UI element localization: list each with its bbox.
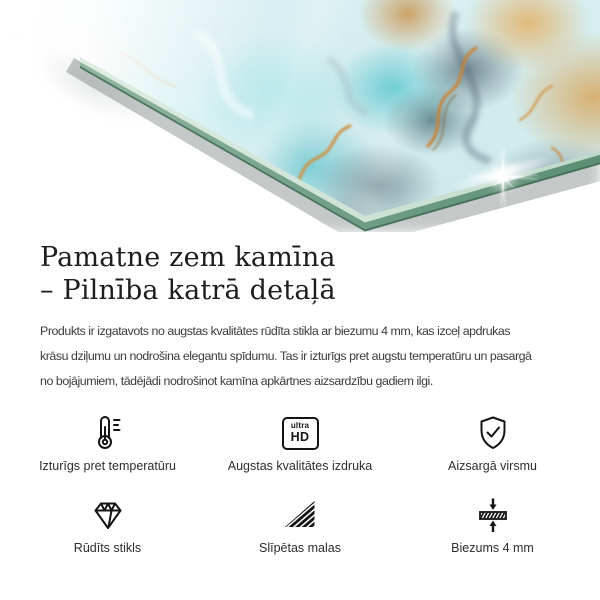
page-title-line-2: – Pilnība katrā detaļā: [40, 275, 336, 306]
feature-label: Izturīgs pret temperatūru: [39, 459, 176, 473]
feature-surface-protection: [400, 411, 585, 473]
feature-label: Rūdīts stikls: [73, 541, 142, 555]
feature-temperature-resistant: [15, 411, 200, 473]
feature-label: Aizsargā virsmu: [448, 459, 537, 473]
description-line: Produkts ir izgatavots no augstas kvalitātes rūdīta stikla ar biezumu 4 mm, kas izceļ apdrukas: [40, 324, 511, 338]
description-line: no bojājumiem, tādējādi nodrošinot kamīna apkārtnes aizsardzību gadiem ilgi.: [40, 374, 433, 388]
shield-check-icon: [473, 411, 513, 455]
feature-label: Biezums 4 mm: [451, 541, 534, 555]
hero-image: [0, 0, 600, 232]
ultra-hd-icon: ultra HD: [282, 411, 319, 455]
page-title: [40, 241, 560, 307]
beveled-edges-icon: [280, 493, 320, 537]
feature-ultra-hd-print: [200, 411, 400, 473]
thickness-icon: [473, 493, 513, 537]
page-title-line-1: Pamatne zem kamīna: [40, 242, 336, 273]
feature-label: Augstas kvalitātes izdruka: [227, 459, 373, 473]
feature-thickness: [400, 493, 585, 555]
feature-polished-edges: [200, 493, 400, 555]
feature-tempered-glass: [15, 493, 200, 555]
thermometer-icon: [88, 411, 128, 455]
product-description: [40, 319, 580, 394]
diamond-icon: [88, 493, 128, 537]
features-grid: [15, 411, 585, 555]
feature-label: Slīpētas malas: [259, 541, 341, 555]
description-line: krāsu dziļumu un nodrošina elegantu spīdumu. Tas ir izturīgs pret augstu temperatūru un pasargā: [40, 349, 532, 363]
